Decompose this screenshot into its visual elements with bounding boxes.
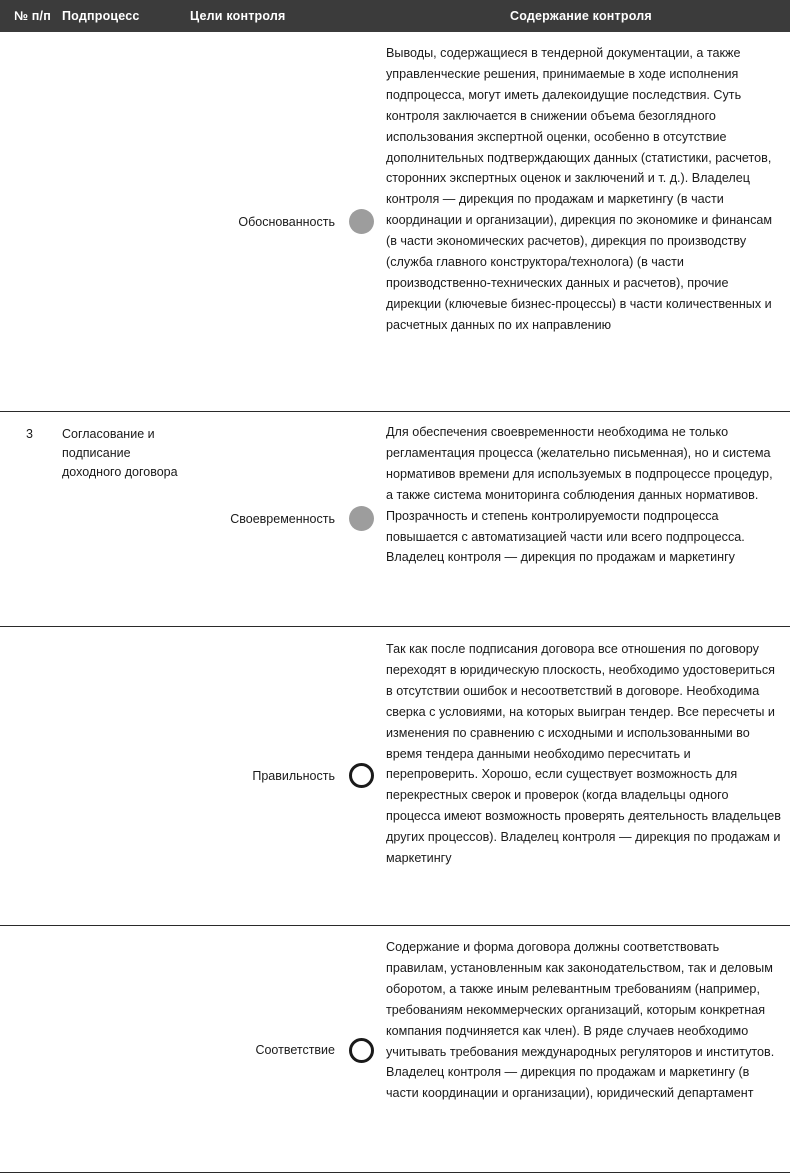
control-content-text: Так как после подписания договора все отношения по договору переходят в юридическую плоскость, необходимо удостовериться в отсутствии ошибок и несоответствий в договоре. Необходима сверка с условиями, на которых выигран тендер. Все пересчеты и изменения по сравнению с исходными и использованными во время тендера данными необходимо пересчитать и перепроверить. Хорошо, если существует возможность для перекрестных сверок и проверок (когда владельцы одного процесса имеют возможность проверять деятельность владельцев других процессов). Владелец контроля — дирекция по продажам и маркетингу — [386, 642, 781, 866]
control-content-text: Для обеспечения своевременности необходима не только регламентация процесса (желательно письменная), но и система нормативов времени для используемых в подпроцессе процедур, а также система мониторинга соблюдения данных нормативов. Прозрачность и степень контролируемости подпроцесса повышается с автоматизацией части или всего подпроцесса. Владелец контроля — дирекция по продажам и маркетингу — [386, 425, 773, 565]
cell-subprocess — [62, 626, 190, 925]
table-bottom-rule — [0, 1172, 790, 1173]
cell-content — [380, 32, 790, 411]
column-header-goal: Цели контроля — [190, 9, 286, 23]
cell-number: 3 — [26, 427, 33, 441]
cell-content — [380, 626, 790, 925]
table-row — [0, 925, 790, 1175]
filled-circle-icon — [349, 209, 374, 234]
cell-number — [0, 32, 62, 411]
cell-subprocess: Согласование и подписание доходного договора — [62, 427, 178, 479]
cell-content — [380, 411, 790, 626]
column-header-content: Содержание контроля — [510, 9, 652, 23]
table-row — [0, 411, 790, 626]
table-row — [0, 626, 790, 925]
table-header-row — [0, 0, 790, 32]
hollow-circle-icon — [349, 1038, 374, 1063]
control-goal-label: Своевременность — [230, 511, 335, 526]
cell-subprocess — [62, 32, 190, 411]
control-goal-label: Правильность — [252, 768, 335, 783]
cell-subprocess — [62, 925, 190, 1175]
cell-goal — [190, 32, 380, 411]
column-header-number: № п/п — [14, 9, 51, 23]
column-header-subprocess: Подпроцесс — [62, 9, 140, 23]
control-goal-label: Соответствие — [255, 1043, 335, 1057]
control-content-text: Содержание и форма договора должны соответствовать правилам, установленным как законодательством, так и деловым оборотом, а также иным релевантным требованиям (например, требованиям некоммерческих организаций, которым конкретная компания подчиняется как член). В ряде случаев необходимо учитывать требования международных регуляторов и институтов. Владелец контроля — дирекция по продажам и маркетингу (в части координации и организации), юридический департамент — [386, 940, 775, 1101]
cell-number — [0, 626, 62, 925]
hollow-circle-icon — [349, 763, 374, 788]
cell-content — [380, 925, 790, 1175]
filled-circle-icon — [349, 506, 374, 531]
cell-goal — [190, 925, 380, 1175]
table-row — [0, 32, 790, 411]
cell-goal — [190, 411, 380, 626]
cell-number — [0, 925, 62, 1175]
cell-goal — [190, 626, 380, 925]
control-content-text: Выводы, содержащиеся в тендерной документации, а также управленческие решения, принимаемые в ходе исполнения подпроцесса, могут иметь далекоидущие последствия. Суть контроля заключается в снижении объема безоглядного использования экспертной оценки, особенно в отсутствие дополнительных подтверждающих данных (статистики, расчетов, сторонних экспертных оценок и заключений и т. д.). Владелец контроля — дирекция по продажам и маркетингу (в части координации и организации), дирекция по экономике и финансам (в части экономических расчетов), дирекция по производству (служба главного конструктора/технолога) (в части производственно-технических данных и расчетов), прочие дирекции (ключевые бизнес-процессы) в части количественных и расчетных данных по их направлению — [386, 46, 773, 332]
control-goal-label: Обоснованность — [238, 214, 335, 229]
